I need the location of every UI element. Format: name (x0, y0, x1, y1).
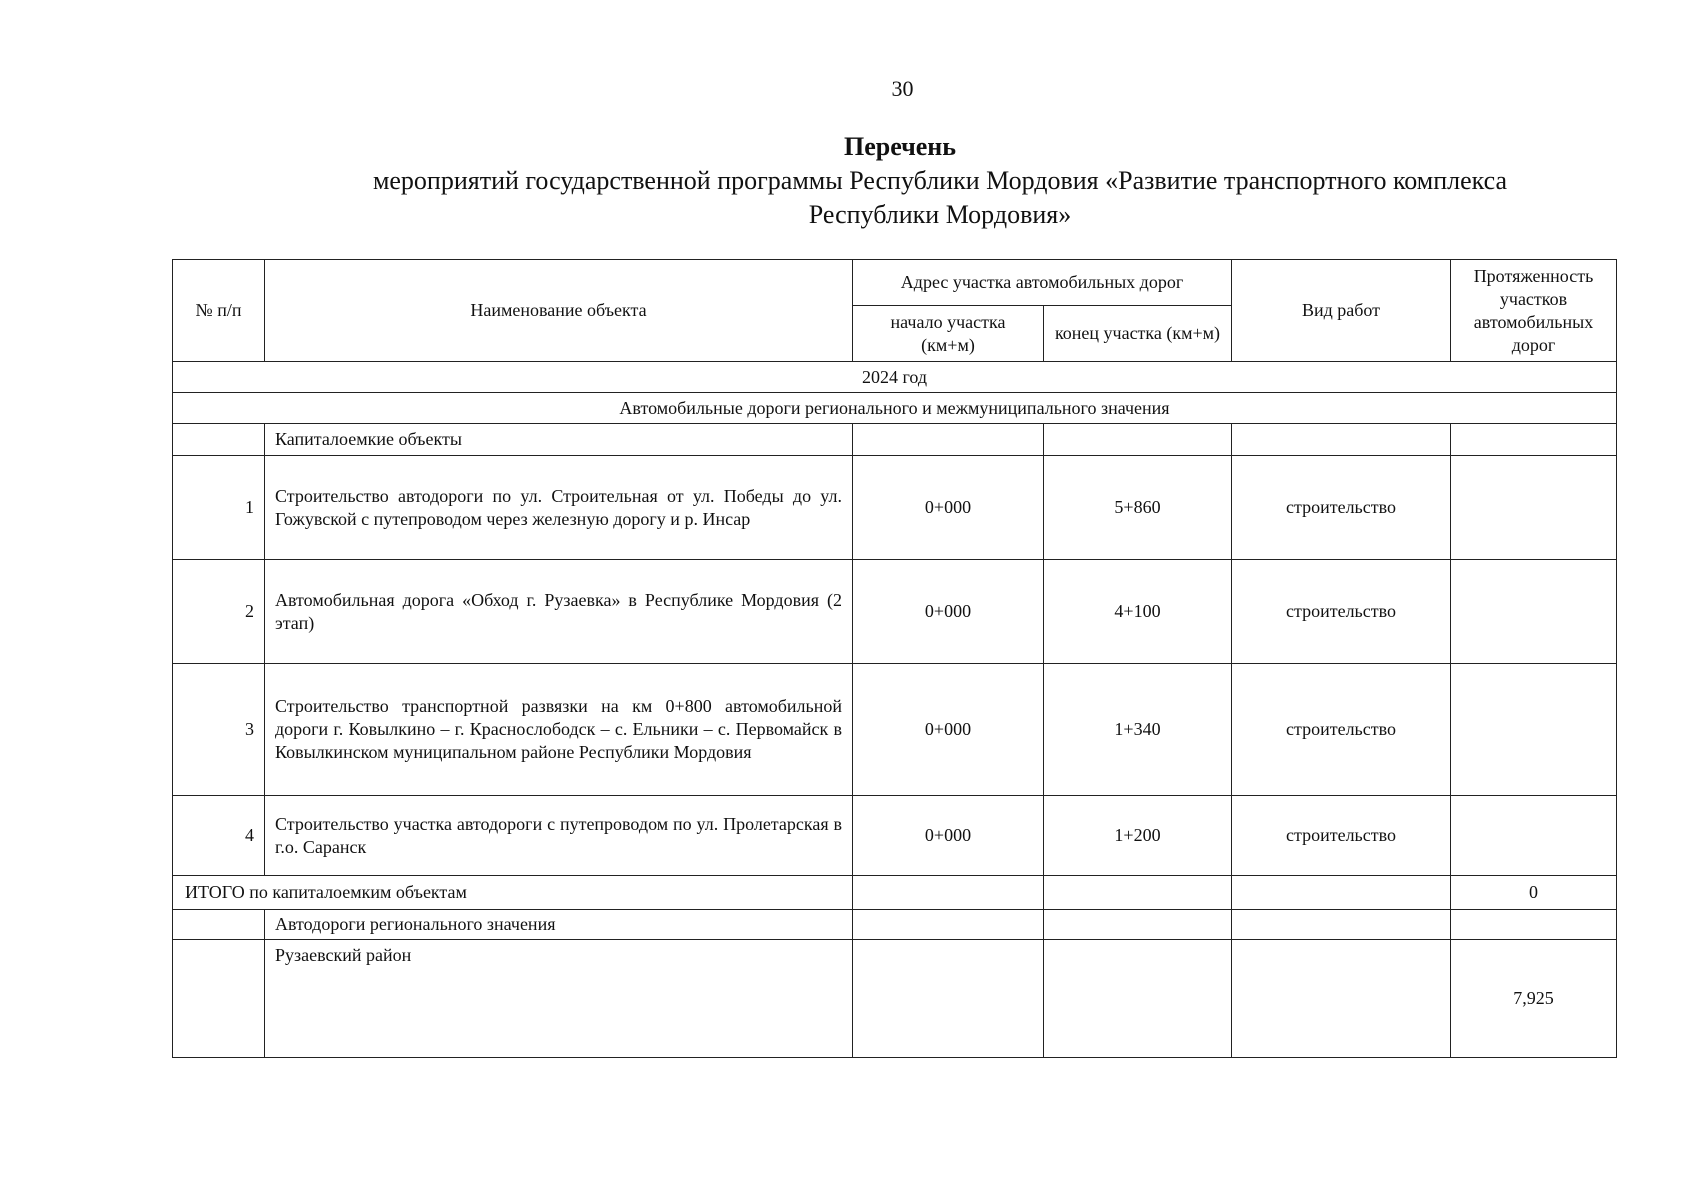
table-row (173, 560, 1617, 664)
row-end: 5+860 (1044, 456, 1232, 560)
row-end: 1+200 (1044, 796, 1232, 876)
table-row (173, 456, 1617, 560)
header-name: Наименование объекта (265, 260, 853, 362)
header-address: Адрес участка автомобильных дорог (853, 260, 1232, 306)
header-number: № п/п (173, 260, 265, 362)
measures-table (172, 259, 1617, 1058)
header-length: Протяженность участков автомобильных дорог (1451, 260, 1617, 362)
row-length (1451, 560, 1617, 664)
row-start: 0+000 (853, 664, 1044, 796)
table-row (173, 664, 1617, 796)
row-number: 3 (173, 664, 265, 796)
group-regional-label: Автодороги регионального значения (265, 910, 853, 940)
row-work-type: строительство (1232, 560, 1451, 664)
row-length (1451, 796, 1617, 876)
row-end: 4+100 (1044, 560, 1232, 664)
row-work-type: строительство (1232, 796, 1451, 876)
table-row (173, 796, 1617, 876)
row-work-type: строительство (1232, 664, 1451, 796)
row-number: 2 (173, 560, 265, 664)
total-capital-row (173, 876, 1617, 910)
header-work-type: Вид работ (1232, 260, 1451, 362)
district-value: 7,925 (1451, 940, 1617, 1058)
group-capital-label: Капиталоемкие объекты (265, 424, 853, 456)
row-number: 1 (173, 456, 265, 560)
row-end: 1+340 (1044, 664, 1232, 796)
row-start: 0+000 (853, 796, 1044, 876)
document-subtitle-line-1: мероприятий государственной программы Республики Мордовия «Развитие транспортного комплекса (372, 166, 1508, 195)
row-object-name: Строительство транспортной развязки на км 0+800 автомобильной дороги г. Ковылкино – г. Краснослободск – с. Ельники – с. Первомайск в Ковылкинском муниципальном районе Республики Мордовия (265, 664, 853, 796)
document-subtitle-line-2: Республики Мордовия» (808, 200, 1072, 229)
total-capital-value: 0 (1451, 876, 1617, 910)
district-label: Рузаевский район (265, 940, 853, 1058)
district-row (173, 940, 1617, 1058)
row-object-name: Строительство участка автодороги с путепроводом по ул. Пролетарская в г.о. Саранск (265, 796, 853, 876)
page-number: 30 (891, 76, 914, 101)
header-start: начало участка (км+м) (853, 306, 1044, 362)
title-block (170, 130, 1630, 232)
header-end: конец участка (км+м) (1044, 306, 1232, 362)
document-title: Перечень (843, 132, 957, 161)
row-number: 4 (173, 796, 265, 876)
total-capital-label: ИТОГО по капиталоемким объектам (173, 876, 853, 910)
row-start: 0+000 (853, 456, 1044, 560)
row-object-name: Строительство автодороги по ул. Строительная от ул. Победы до ул. Гожувской с путепроводом через железную дорогу и р. Инсар (265, 456, 853, 560)
row-length (1451, 456, 1617, 560)
row-length (1451, 664, 1617, 796)
year-row: 2024 год (173, 362, 1617, 393)
section-row: Автомобильные дороги регионального и межмуниципального значения (173, 393, 1617, 424)
row-object-name: Автомобильная дорога «Обход г. Рузаевка» в Республике Мордовия (2 этап) (265, 560, 853, 664)
row-start: 0+000 (853, 560, 1044, 664)
group-row-capital (173, 424, 1617, 456)
row-work-type: строительство (1232, 456, 1451, 560)
group-row-regional (173, 910, 1617, 940)
